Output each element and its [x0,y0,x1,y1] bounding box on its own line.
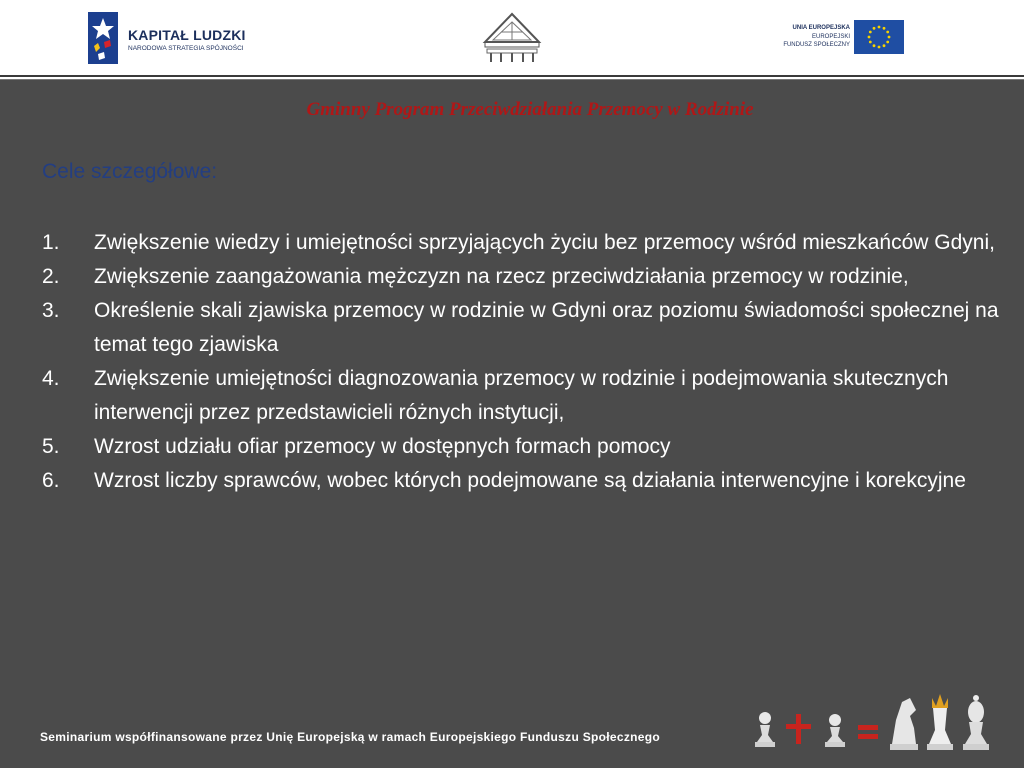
equals-icon [858,725,878,739]
pawn-icon [825,714,845,747]
section-heading: Cele szczegółowe: [42,160,218,183]
goal-number: 4. [42,367,60,390]
queen-icon [927,694,953,750]
goal-item [42,260,1002,294]
goal-number: 2. [42,265,60,288]
eu-flag-icon [854,20,904,54]
goals-list [42,226,1002,498]
goal-text: Zwiększenie umiejętności diagnozowania przemocy w rodzinie i podejmowania skutecznych interwencji przez przedstawicieli różnych instytucji, [94,367,949,424]
kapital-ludzki-title: KAPITAŁ LUDZKI [128,27,246,43]
goal-item [42,226,1002,260]
goal-number: 3. [42,299,60,322]
footer-cofinancing-text: Seminarium współfinansowane przez Unię Europejską w ramach Europejskiego Funduszu Społecznego [40,730,661,744]
goal-item [42,464,1002,498]
knight-icon [890,698,918,750]
goal-text: Zwiększenie zaangażowania mężczyzn na rzecz przeciwdziałania przemocy w rodzinie, [94,265,909,288]
header [0,0,1024,78]
chess-pieces-equation-icon [750,680,1000,760]
goal-text: Wzrost liczby sprawców, wobec których podejmowane są działania interwencyjne i korekcyjne [94,469,966,492]
header-divider [0,75,1024,77]
kapital-ludzki-logo [88,12,258,64]
goal-item [42,362,1002,430]
goal-text: Wzrost udziału ofiar przemocy w dostępnych formach pomocy [94,435,671,458]
goal-item [42,430,1002,464]
eu-line3: FUNDUSZ SPOŁECZNY [783,42,850,48]
kapital-ludzki-subtitle: NARODOWA STRATEGIA SPÓJNOŚCI [128,45,244,52]
plus-icon [786,714,811,744]
goal-text: Zwiększenie wiedzy i umiejętności sprzyjających życiu bez przemocy wśród mieszkańców Gdyni, [94,231,995,254]
eu-logo [780,20,904,56]
goal-item [42,294,1002,362]
eu-line1: UNIA EUROPEJSKA [792,25,850,31]
goal-number: 1. [42,231,60,254]
eu-logo-text [780,24,850,50]
eu-line2: EUROPEJSKI [811,33,850,40]
bishop-icon [963,695,989,750]
goal-text: Określenie skali zjawiska przemocy w rodzinie w Gdyni oraz poziomu świadomości społecznej na temat tego zjawiska [94,299,999,356]
goal-number: 5. [42,435,60,458]
goal-number: 6. [42,469,60,492]
slide-body [0,80,1024,768]
building-logo-icon [481,12,543,64]
pawn-icon [755,712,775,747]
program-title: Gminny Program Przeciwdziałania Przemocy w Rodzinie [306,99,754,120]
kapital-ludzki-icon [88,12,118,64]
